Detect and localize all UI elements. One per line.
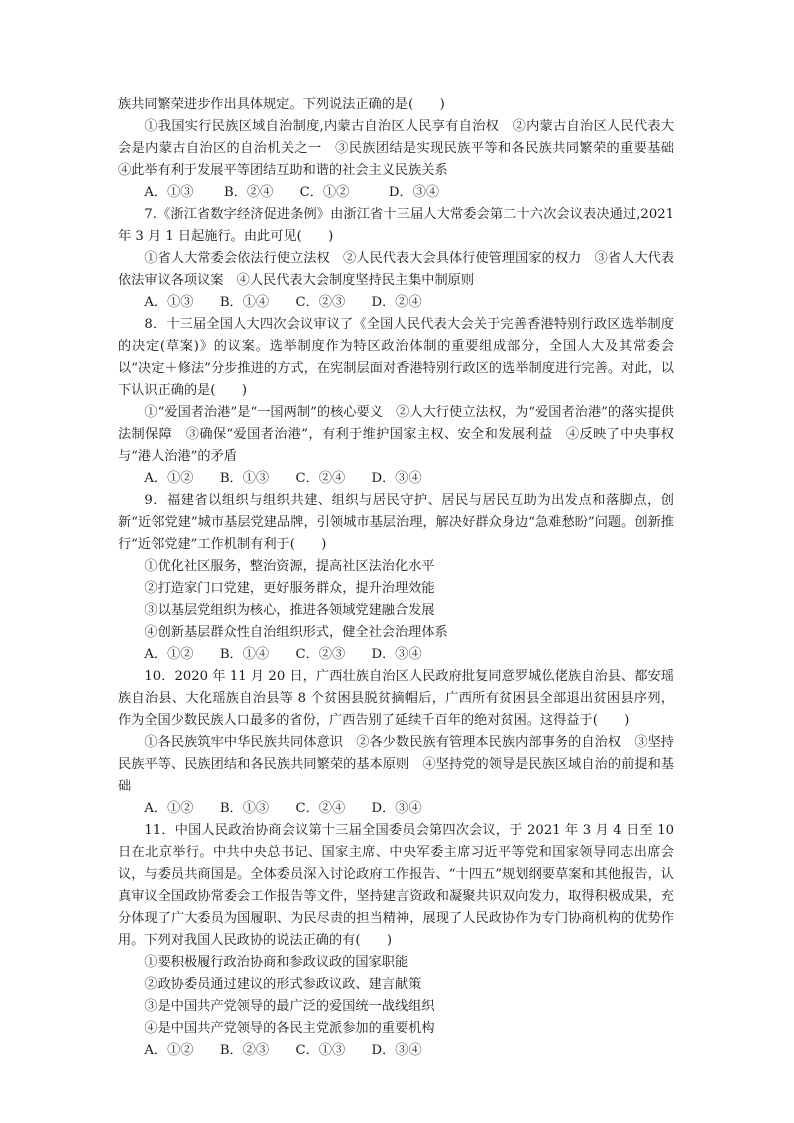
question-11-item-2: ②政协委员通过建议的形式参政议政、建言献策 (144, 977, 422, 992)
question-10-statements: ①各民族筑牢中华民族共同体意识 ②各少数民族有管理本民族内部事务的自治权 ③坚持民族平等、民族团结和各民族共同繁荣的基本原则 ④坚持党的领导是民族区域自治的前提和基础 (118, 735, 674, 794)
exam-page (118, 94, 688, 1062)
question-9-item-3: ③以基层党组织为核心，推进各领域党建融合发展 (144, 603, 435, 618)
question-9-item-4: ④创新基层群众性自治组织形式，健全社会治理体系 (144, 625, 448, 640)
question-9-item-2: ②打造家门口党建，更好服务群众，提升治理效能 (144, 581, 435, 596)
question-9-options: A．①② B．①④ C．②③ D．③④ (144, 647, 422, 662)
question-7-stem: 7.《浙江省数字经济促进条例》由浙江省十三届人大常委会第二十六次会议表决通过,2021 年 3 月 1 日起施行。由此可见( ) (118, 207, 674, 244)
question-11-item-1: ①要积极履行政治协商和参政议政的国家职能 (144, 955, 409, 970)
question-10-options: A．①② B．①③ C．②④ D．③④ (144, 801, 422, 816)
question-6-statements: ①我国实行民族区域自治制度,内蒙古自治区人民享有自治权 ②内蒙古自治区人民代表大会是内蒙古自治区的自治机关之一 ③民族团结是实现民族平等和各民族共同繁荣的重要基础 ④此举有利于发展平等团结互助和谐的社会主义民族关系 (118, 119, 688, 178)
question-8-options: A．①② B．①③ C．②④ D．③④ (144, 471, 422, 486)
question-7-statements: ①省人大常委会依法行使立法权 ②人民代表大会具体行使管理国家的权力 ③省人大代表依法审议各项议案 ④人民代表大会制度坚持民主集中制原则 (118, 251, 674, 288)
question-6-stem-tail: 族共同繁荣进步作出具体规定。下列说法正确的是( ) (118, 97, 445, 112)
question-11-stem: 11．中国人民政治协商会议第十三届全国委员会第四次会议，于 2021 年 3 月 4 日至 10 日在北京举行。中共中央总书记、国家主席、中央军委主席习近平等党和国家领导同志出席会议，与委员共商国是。全体委员深入讨论政府工作报告、“十四五”规划纲要草案和其他报告，认真审议全国政协常委会工作报告等文件，坚持建言资政和凝聚共识双向发力，取得积极成果，充分体现了广大委员为国履职、为民尽责的担当精神，展现了人民政协作为专门协商机构的优势作用。下列对我国人民政协的说法正确的有( ) (118, 823, 674, 948)
question-9-item-1: ①优化社区服务，整治资源，提高社区法治化水平 (144, 559, 435, 574)
question-9-stem: 9．福建省以组织与组织共建、组织与居民守护、居民与居民互助为出发点和落脚点，创新“近邻党建”城市基层党建品牌，引领城市基层治理，解决好群众身边“急难愁盼”问题。创新推行“近邻党建”工作机制有利于( ) (118, 493, 674, 552)
question-6-options: A．①③ B．②④ C．①② D．③④ (144, 185, 440, 200)
question-8-stem: 8．十三届全国人大四次会议审议了《全国人民代表大会关于完善香港特别行政区选举制度的决定(草案)》的议案。选举制度作为特区政治体制的重要组成部分，全国人大及其常委会以“决定＋修法”分步推进的方式，在宪制层面对香港特别行政区的选举制度进行完善。对此，以下认识正确的是( ) (118, 317, 674, 398)
question-8-statements: ①“爱国者治港”是“一国两制”的核心要义 ②人大行使立法权，为“爱国者治港”的落实提供法制保障 ③确保“爱国者治港”，有利于维护国家主权、安全和发展利益 ④反映了中央事权与“港人治港”的矛盾 (118, 405, 674, 464)
question-11-item-4: ④是中国共产党领导的各民主党派参加的重要机构 (144, 1021, 435, 1036)
question-7-options: A．①③ B．①④ C．②③ D．②④ (144, 295, 422, 310)
question-11-options: A．①② B．②③ C．①③ D．③④ (144, 1043, 422, 1058)
question-10-stem: 10．2020 年 11 月 20 日，广西壮族自治区人民政府批复同意罗城仫佬族自治县、都安瑶族自治县、大化瑶族自治县等 8 个贫困县脱贫摘帽后，广西所有贫困县全部退出贫困县序列，作为全国少数民族人口最多的省份，广西告别了延续千百年的绝对贫困。这得益于( ) (118, 669, 674, 728)
question-11-item-3: ③是中国共产党领导的最广泛的爱国统一战线组织 (144, 999, 435, 1014)
